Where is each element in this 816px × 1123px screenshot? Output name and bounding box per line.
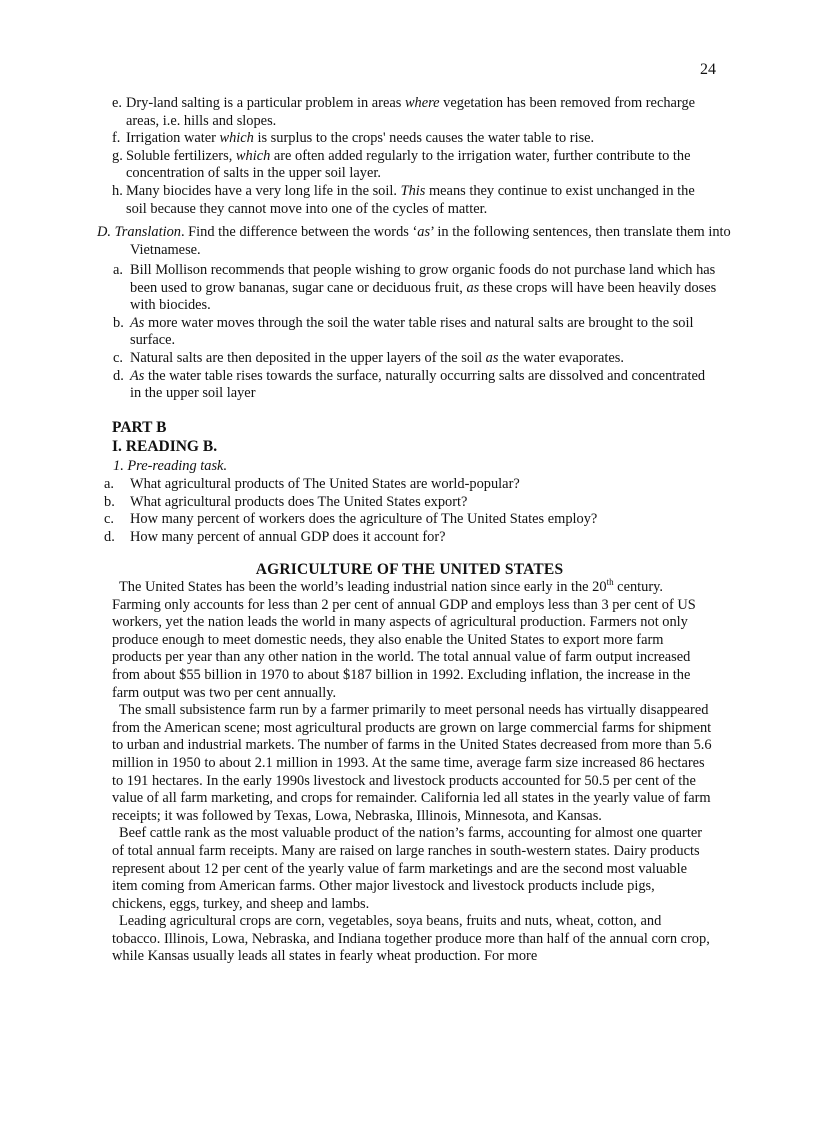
list-item [113,368,719,403]
item-text: Dry-land salting is a particular problem in areas [126,95,405,111]
paragraph: Beef cattle rank as the most valuable product of the nation’s farms, accounting for almost one quarter of total annual farm receipts. Many are raised on large ranches in south-western states. Dairy products represent about 12 per cent of the yearly value of farm marketings and are the second most valuable item coming from American farms. Other major livestock and livestock products include pigs, chickens, eggs, turkey, and sheep and lambs. [112,825,703,912]
list-item [113,315,719,350]
section-d-items [113,262,719,403]
item-emphasis: which [219,130,254,147]
heading-text: ’ in the following sentences, then translate them into Vietnamese. [130,224,731,258]
section-c-items [112,95,718,218]
list-item [112,183,718,218]
heading-emphasis: as [417,224,431,240]
item-text: Natural salts are then deposited in the upper layers of the soil [130,349,486,366]
superscript: th [606,577,614,587]
list-item [113,262,719,315]
item-text: is surplus to the crops' needs causes the water table to rise. [253,130,595,147]
item-text: vegetation has been removed from recharge areas, i.e. hills and slopes. [126,95,696,129]
item-label: h. [112,182,123,199]
section-d-title: D. Translation [97,224,181,240]
item-emphasis: As [130,314,145,331]
item-text: What agricultural products of The United States are world-popular? [130,476,520,492]
item-label: c. [113,349,123,366]
item-text: How many percent of annual GDP does it account for? [130,528,446,545]
item-text: the water evaporates. [498,349,624,366]
item-label: d. [113,367,124,384]
item-label: a. [113,262,123,278]
item-text: Soluble fertilizers, [126,147,236,164]
item-text: How many percent of workers does the agriculture of The United States employ? [130,511,598,528]
prereading-label: 1. Pre-reading task. [113,458,228,474]
article-body [112,579,712,966]
list-item [104,476,710,494]
item-text: Many biocides have a very long life in the soil. [126,182,401,199]
list-item [104,494,710,512]
item-label: b. [104,493,115,510]
list-item [113,350,719,368]
paragraph: Leading agricultural crops are corn, vegetables, soya beans, fruits and nuts, wheat, cotton, and tobacco. Illinois, Lowa, Nebraska, and Indiana together produce more than half of the annual corn crop, while Kansas usually leads all states in fearly wheat production. For more [112,913,710,965]
prereading-questions [104,476,710,546]
list-item [104,511,710,529]
item-text: the water table rises towards the surface, naturally occurring salts are dissolved and concentrated in the upper soil layer [130,367,706,402]
list-item [112,95,718,130]
page-number: 24 [700,61,716,78]
paragraph-text: The United States has been the world’s leading industrial nation since early in the 20 [119,579,607,595]
heading-text: . Find the difference between the words ‘ [180,224,418,240]
item-label: a. [104,476,114,492]
paragraph: The small subsistence farm run by a farmer primarily to meet personal needs has virtually disappeared from the American scene; most agricultural products are grown on large commercial farms for shipment to urban and industrial markets. The number of farms in the United States decreased from more than 5.6 million in 1950 to about 2.1 million in 1993. At the same time, average farm size increased 86 hectares to 191 hectares. In the early 1990s livestock and livestock products accounted for 50.5 per cent of the value of all farm marketing, and crops for remainder. California led all states in the yearly value of farm receipts; it was followed by Texas, Lowa, Nebraska, Illinois, Minnesota, and Kansas. [112,702,712,824]
item-label: d. [104,528,115,545]
list-item [112,130,718,148]
paragraph [112,579,712,702]
item-emphasis: where [404,95,440,111]
item-text: Bill Mollison recommends that people wishing to grow organic foods do not purchase land which has been used to grow bananas, sugar cane or deciduous fruit, [130,262,716,296]
item-label: f. [112,130,121,147]
part-b-heading: PART B [112,419,167,436]
item-text: are often added regularly to the irrigation water, further contribute to the concentration of salts in the upper soil layer. [126,147,691,182]
item-emphasis: as [485,349,499,366]
list-item [104,529,710,547]
item-text: What agricultural products does The United States export? [130,493,468,510]
item-emphasis: As [130,367,145,384]
paragraph-text: century. Farming only accounts for less than 2 per cent of annual GDP and employs less than 3 per cent of US workers, yet the nation leads the world in many aspects of agricultural production. Farmers not only produce enough to meet domestic needs, they also enable the United States to export more farm products per year than any other nation in the world. The total annual value of farm output increased from about $55 billion in 1970 to about $187 billion in 1992. Excluding inflation, the increase in the farm output was two per cent annually. [112,579,696,701]
article-title: AGRICULTURE OF THE UNITED STATES [255,561,564,578]
item-emphasis: as [466,279,480,296]
item-emphasis: This [400,182,426,199]
item-label: e. [112,95,122,111]
section-d-heading [97,224,742,259]
item-label: g. [112,147,123,164]
item-label: c. [104,511,114,528]
item-text: Irrigation water [126,130,220,147]
item-text: more water moves through the soil the water table rises and natural salts are brought to the soil surface. [130,314,694,349]
item-text: means they continue to exist unchanged in the soil because they cannot move into one of the cycles of matter. [126,182,695,217]
reading-heading: I. READING B. [112,438,218,455]
list-item [112,148,718,183]
item-text: these crops will have been heavily doses with biocides. [130,279,717,314]
item-label: b. [113,314,124,331]
item-emphasis: which [235,147,271,164]
